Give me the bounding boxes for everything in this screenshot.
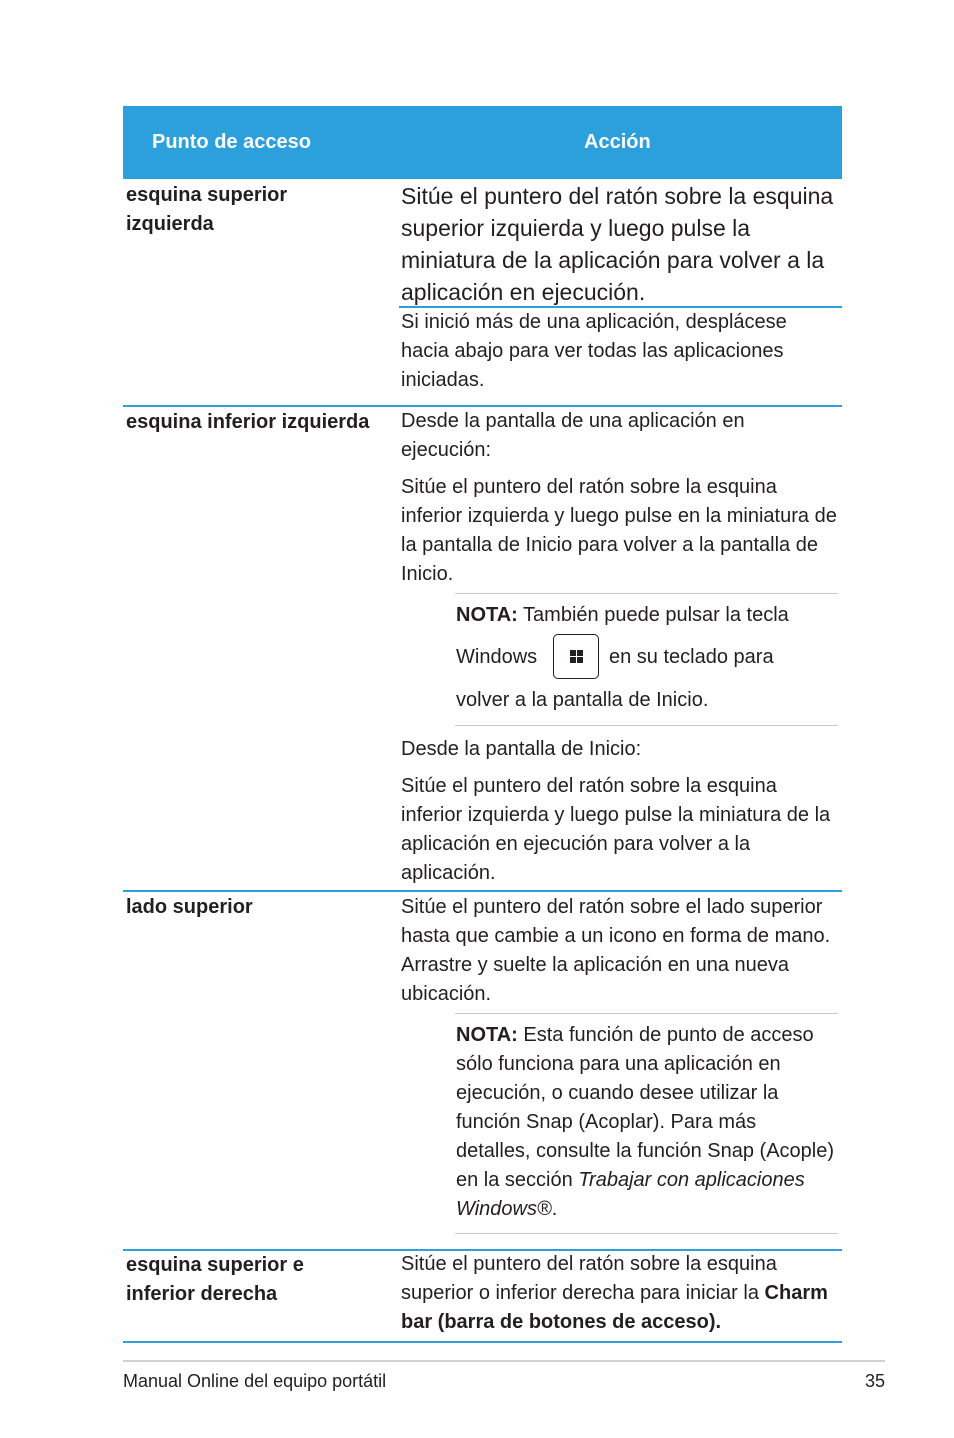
note-top-rule — [455, 593, 838, 594]
note-bottom-rule — [455, 1233, 838, 1234]
row2-action-text: Sitúe el puntero del ratón sobre la esquina inferior izquierda y luego pulse en la miniatura de la pantalla de Inicio para volver a la pantalla de Inicio. — [401, 476, 837, 585]
row4-bold-text: Charm bar (barra de botones de acceso). — [401, 1282, 828, 1333]
header-col-access-point: Punto de acceso — [152, 131, 311, 153]
row3-note — [456, 1021, 836, 1224]
note-label: NOTA: — [456, 1024, 518, 1046]
header-col-action: Acción — [584, 131, 651, 153]
note-label: NOTA: — [456, 604, 518, 626]
windows-key-icon — [553, 634, 599, 679]
row2-action-intro-2: Desde la pantalla de Inicio: — [401, 738, 642, 760]
table-header — [123, 106, 842, 179]
row-label-top-side: lado superior — [126, 896, 253, 918]
row-label-right-corners: esquina superior e inferior derecha — [126, 1254, 304, 1305]
page-number: 35 — [864, 1371, 885, 1391]
row1-action-note: Si inició más de una aplicación, desplácese hacia abajo para ver todas las aplicaciones iniciadas. — [401, 311, 787, 391]
row1-action-text: Sitúe el puntero del ratón sobre la esquina superior izquierda y luego pulse la miniatura de la aplicación para volver a la aplicación en ejecución. — [401, 183, 834, 305]
footer-rule — [123, 1360, 885, 1362]
note-italic-reference: Trabajar con aplicaciones Windows® — [456, 1169, 805, 1220]
row-label-top-left: esquina superior izquierda — [126, 184, 288, 235]
note-end: . — [551, 1198, 558, 1220]
row4-text: Sitúe el puntero del ratón sobre la esquina superior o inferior derecha para iniciar la — [401, 1253, 777, 1304]
footer-title: Manual Online del equipo portátil — [123, 1371, 387, 1391]
note-windows-word: Windows — [456, 646, 538, 668]
note-line-3: volver a la pantalla de Inicio. — [456, 689, 709, 711]
windows-logo-icon — [570, 650, 583, 663]
row2-action-text-2: Sitúe el puntero del ratón sobre la esquina inferior izquierda y luego pulse la miniatura de la aplicación en ejecución para volver a la aplicación. — [401, 775, 831, 884]
note-text: Esta función de punto de acceso sólo funciona para una aplicación en ejecución, o cuando desee utilizar la función Snap (Acoplar). Para más detalles, consulte la función Snap (Acople) en la sección — [456, 1024, 835, 1191]
row3-action-text: Sitúe el puntero del ratón sobre el lado superior hasta que cambie a un icono en forma de mano. Arrastre y suelte la aplicación en una nueva ubicación. — [401, 896, 831, 1005]
note-after-key: en su teclado para — [609, 646, 774, 668]
row2-action-intro: Desde la pantalla de una aplicación en ejecución: — [401, 410, 745, 461]
table-bottom-border — [123, 1341, 842, 1343]
row-separator — [123, 890, 842, 892]
note-top-rule — [455, 1013, 838, 1014]
row-label-bottom-left: esquina inferior izquierda — [126, 411, 370, 433]
row4-action-text — [401, 1250, 831, 1337]
note-text-1: También puede pulsar la tecla — [523, 604, 789, 626]
note-line-1 — [456, 601, 789, 630]
note-bottom-rule — [455, 725, 838, 726]
